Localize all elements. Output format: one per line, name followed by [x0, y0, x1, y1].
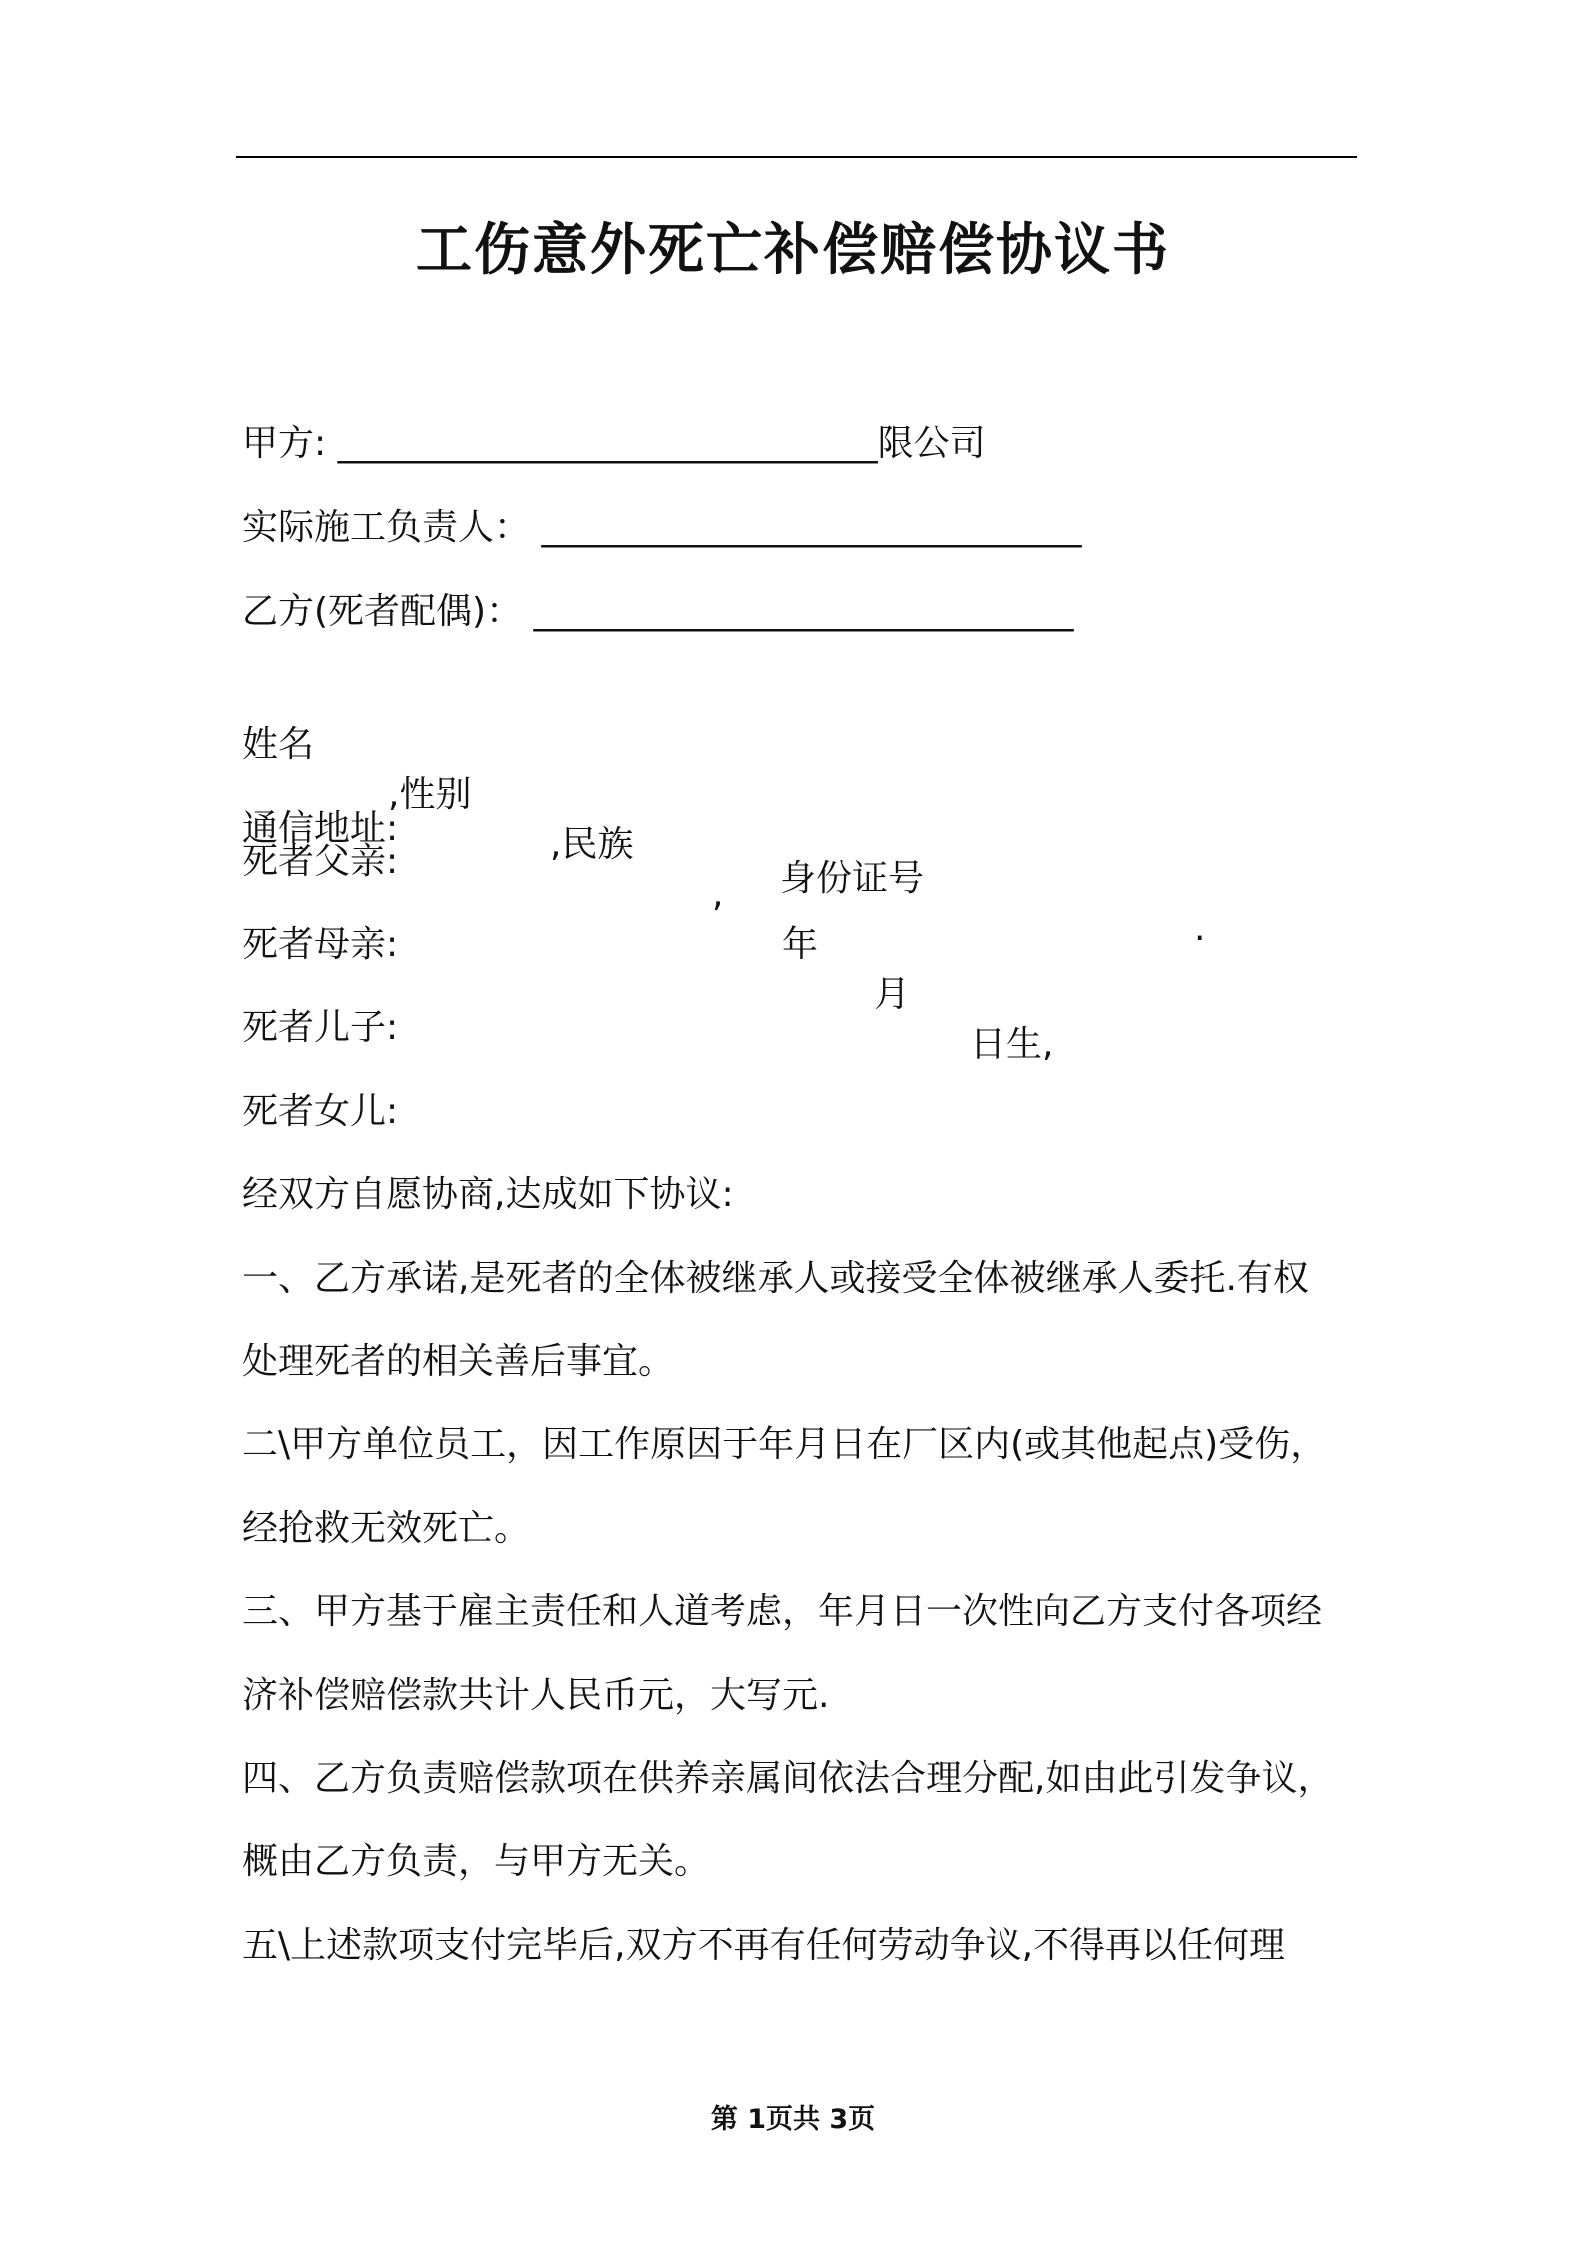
- father-line: 死者父亲:: [242, 841, 399, 882]
- address-label: 通信地址:: [242, 808, 399, 849]
- clause-line: 处理死者的相关善后事宜。: [242, 1341, 675, 1382]
- construction-head-line: 实际施工负责人： ______________________________: [242, 507, 1082, 548]
- son-line: 死者儿子:: [242, 1007, 399, 1048]
- header-rule: [236, 156, 1357, 158]
- clause-line: 四、乙方负责赔偿款项在供养亲属间依法合理分配,如由此引发争议，: [242, 1758, 1334, 1799]
- name-label: 姓名: [242, 724, 315, 765]
- address-id-line: [242, 754, 1342, 1004]
- gender-label: ,性别: [388, 774, 472, 815]
- id-number-label: 身份证号: [780, 858, 925, 899]
- document-title: 工伤意外死亡补偿赔偿协议书: [416, 218, 1170, 283]
- comma-separator: ,: [712, 874, 724, 915]
- clause-line: 三、甲方基于雇主责任和人道考虑，年月日一次性向乙方支付各项经: [242, 1591, 1323, 1632]
- page-footer: 第 1页共 3页: [710, 2104, 876, 2135]
- party-a-line: 甲方: ______________________________限公司: [242, 423, 986, 464]
- clause-line: 概由乙方负责，与甲方无关。: [242, 1841, 711, 1882]
- year-label: 年: [782, 924, 819, 965]
- mother-line: 死者母亲:: [242, 924, 399, 965]
- clause-line: 经抢救无效死亡。: [242, 1508, 531, 1549]
- month-label: 月: [874, 974, 911, 1015]
- clause-line: 一、乙方承诺,是死者的全体被继承人或接受全体被继承人委托.有权: [242, 1258, 1309, 1299]
- intro-line: 经双方自愿协商,达成如下协议:: [242, 1174, 734, 1215]
- clause-line: 济补偿赔偿款共计人民币元，大写元.: [242, 1675, 830, 1716]
- daughter-line: 死者女儿:: [242, 1091, 399, 1132]
- clause-line: 五\上述款项支付完毕后,双方不再有任何劳动争议,不得再以任何理: [242, 1925, 1286, 1966]
- clause-line: 二\甲方单位员工，因工作原因于年月日在厂区内(或其他起点)受伤，: [242, 1424, 1327, 1465]
- birth-label: 日生,: [970, 1024, 1054, 1065]
- ethnicity-label: ,民族: [550, 824, 634, 865]
- id-number-end: .: [1194, 908, 1206, 949]
- party-b-line: 乙方(死者配偶)： ______________________________: [242, 591, 1074, 632]
